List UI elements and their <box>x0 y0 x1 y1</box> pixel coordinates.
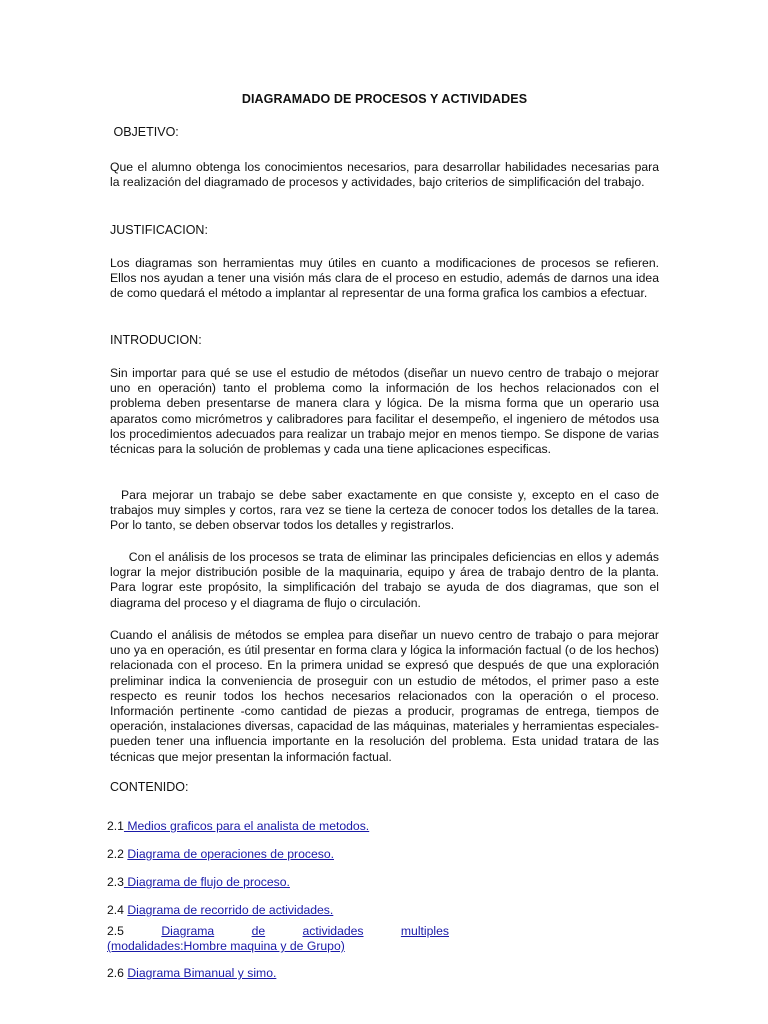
toc-number: 2.5 <box>107 924 124 938</box>
toc-item-2-2 <box>107 847 659 862</box>
toc-link-word[interactable]: Diagrama <box>161 924 215 938</box>
toc-link-diagrama-bimanual[interactable]: Diagrama Bimanual y simo. <box>127 966 277 980</box>
toc-item-2-3 <box>107 875 659 890</box>
toc-link-medios-graficos[interactable]: Medios graficos para el analista de metodos. <box>123 819 370 833</box>
toc-item-2-1 <box>107 819 659 834</box>
toc-number: 2.3 <box>107 875 124 889</box>
toc-link-diagrama-operaciones[interactable]: Diagrama de operaciones de proceso. <box>127 847 334 861</box>
introduccion-paragraph-4: Cuando el análisis de métodos se emplea para diseñar un nuevo centro de trabajo o para mejorar uno ya en operación, es útil presentar en forma clara y lógica la información factual (o de los hechos) relacionada con el proceso. En la primera unidad se expresó que después de que una exploración preliminar indica la conveniencia de proseguir con un estudio de métodos, el primer paso a este respecto es reunir todos los hechos necesarios relacionados con la operación o el proceso. Información pertinente -como cantidad de piezas a producir, programas de entrega, tiempos de operación, instalaciones diversas, capacidad de las máquinas, materiales y herramientas especiales- pueden tener una influencia importante en la resolución del problema. Esta unidad tratara de las técnicas que mejor presentan la información factual. <box>110 628 659 764</box>
introduccion-paragraph-1: Sin importar para qué se use el estudio de métodos (diseñar un nuevo centro de trabajo o mejorar uno en operación) tanto el problema como la información de los hechos relacionados con el problema deben presentarse de manera clara y lógica. De la misma forma que un operario usa aparatos como micrómetros y calibradores para facilitar el desempeño, el ingeniero de métodos usa los procedimientos adecuados para realizar un trabajo mejor en menos tiempo. Se dispone de varias técnicas para la solución de problemas y cada una tiene aplicaciones especificas. <box>110 366 659 457</box>
toc-link-diagrama-actividades-multiples[interactable]: (modalidades:Hombre maquina y de Grupo) <box>107 939 345 953</box>
justificacion-heading: JUSTIFICACION: <box>110 223 208 237</box>
toc-link-diagrama-recorrido[interactable]: Diagrama de recorrido de actividades. <box>127 903 334 917</box>
toc-link-diagrama-flujo[interactable]: Diagrama de flujo de proceso. <box>123 875 290 889</box>
toc-number: 2.1 <box>107 819 124 833</box>
toc-number: 2.4 <box>107 903 128 917</box>
objetivo-paragraph: Que el alumno obtenga los conocimientos necesarios, para desarrollar habilidades necesarias para la realización del diagramado de procesos y actividades, bajo criterios de simplificación del trabajo. <box>110 160 659 190</box>
toc-link-word[interactable]: de <box>251 924 266 938</box>
toc-item-2-5 <box>107 924 659 954</box>
document-title: DIAGRAMADO DE PROCESOS Y ACTIVIDADES <box>241 92 528 106</box>
toc-item-2-5-line-1 <box>107 924 475 939</box>
toc-item-2-6 <box>107 966 659 981</box>
toc-link-word[interactable]: multiples <box>400 924 449 938</box>
objetivo-heading: OBJETIVO: <box>110 125 179 139</box>
introduccion-heading: INTRODUCION: <box>110 333 202 347</box>
toc-link-word[interactable]: actividades <box>302 924 364 938</box>
introduccion-paragraph-3: Con el análisis de los procesos se trata de eliminar las principales deficiencias en ellos y además lograr la mejor distribución posible de la maquinaria, equipo y área de trabajo dentro de la planta. Para lograr este propósito, la simplificación del trabajo se ayuda de dos diagramas, que son el diagrama del proceso y el diagrama de flujo o circulación. <box>110 550 663 610</box>
introduccion-paragraph-2: Para mejorar un trabajo se debe saber exactamente en que consiste y, excepto en el caso de trabajos muy simples y cortos, rara vez se tiene la certeza de conocer todos los detalles de la tarea. Por lo tanto, se deben observar todos los detalles y registrarlos. <box>110 488 663 533</box>
toc-number: 2.6 <box>107 966 128 980</box>
document-page <box>107 0 663 1024</box>
toc-number: 2.2 <box>107 847 128 861</box>
toc-item-2-4 <box>107 903 659 918</box>
justificacion-paragraph: Los diagramas son herramientas muy útiles en cuanto a modificaciones de procesos se refieren. Ellos nos ayudan a tener una visión más clara de el proceso en estudio, además de darnos una idea de como quedará el método a implantar al representar de una forma grafica los cambios a efectuar. <box>110 256 659 301</box>
contenido-heading: CONTENIDO: <box>110 780 189 794</box>
